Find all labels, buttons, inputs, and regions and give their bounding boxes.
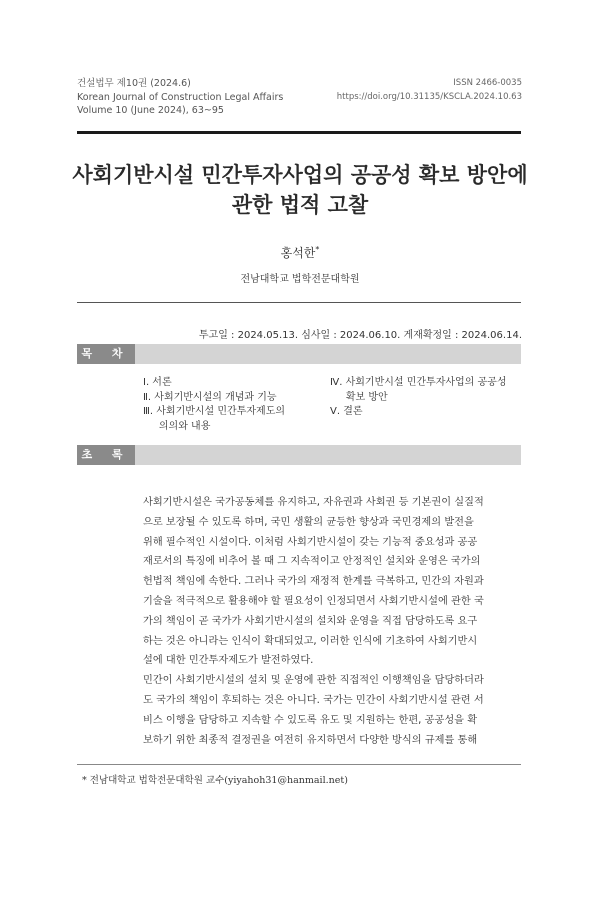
top-rule <box>77 131 521 134</box>
abstract-line: 하는 것은 아니라는 인식이 확대되었고, 이러한 인식에 기초하여 사회기반시 <box>143 635 478 647</box>
toc-item: 의의와 내용 <box>143 420 211 432</box>
toc-right-column <box>330 376 525 420</box>
paper-title <box>60 160 540 220</box>
author <box>0 244 600 261</box>
toc-item: Ⅴ. 결론 <box>330 406 363 417</box>
abstract-label: 초 록 <box>77 445 135 465</box>
toc-item: Ⅲ. 사회기반시설 민간투자제도의 <box>143 406 286 417</box>
doi-link[interactable]: https://doi.org/10.31135/KSCLA.2024.10.63 <box>336 91 522 102</box>
abstract-line: 민간이 사회기반시설의 설치 및 운영에 관한 직접적인 이행책임을 담당하더라 <box>143 675 484 687</box>
submission-dates: 투고일 : 2024.05.13. 심사일 : 2024.06.10. 게재확정일 : 2024.06.14. <box>198 330 522 341</box>
journal-info <box>77 77 283 118</box>
affiliation: 전남대학교 법학전문대학원 <box>240 274 360 285</box>
identifier-info <box>337 77 522 104</box>
toc-left-column <box>143 376 328 434</box>
toc-item: 확보 방안 <box>330 391 388 403</box>
title-line-1: 사회기반시설 민간투자사업의 공공성 확보 방안에 <box>72 163 528 187</box>
abstract-line: 사회기반시설은 국가공동체를 유지하고, 자유권과 사회권 등 기본권이 실질적 <box>143 497 484 508</box>
author-footnote-mark: * <box>315 245 320 254</box>
abstract-line: 위해 필수적인 시설이다. 이처럼 사회기반시설이 갖는 기능적 중요성과 공공 <box>143 536 478 548</box>
abstract-line: 도 국가의 책임이 후퇴하는 것은 아니다. 국가는 민간이 사회기반시설 관련 서 <box>143 694 484 706</box>
abstract-section-bar <box>77 445 521 465</box>
abstract-line: 헌법적 책임에 속한다. 그러나 국가의 재정적 한계를 극복하고, 민간의 자원과 <box>143 576 484 588</box>
toc-item: Ⅱ. 사회기반시설의 개념과 기능 <box>143 391 277 403</box>
footnote-rule <box>77 764 521 765</box>
abstract-line: 으로 보장될 수 있도록 하며, 국민 생활의 균등한 향상과 국민경제의 발전을 <box>143 516 474 528</box>
journal-line-2: Korean Journal of Construction Legal Affairs <box>77 91 284 103</box>
author-footnote: * 전남대학교 법학전문대학원 교수(yiyahoh31@hanmail.net) <box>82 775 348 786</box>
toc-item: Ⅰ. 서론 <box>143 377 172 388</box>
abstract-line: 설에 대한 민간투자제도가 발전하였다. <box>143 655 314 667</box>
journal-line-3: Volume 10 (June 2024), 63~95 <box>77 105 224 116</box>
abstract-line: 기술을 적극적으로 활용해야 할 필요성이 인정되면서 사회기반시설에 관한 국 <box>143 595 484 607</box>
toc-label: 목 차 <box>77 344 135 364</box>
abstract-line: 보하기 위한 최종적 결정권을 여전히 유지하면서 다양한 방식의 규제를 통해 <box>143 734 478 746</box>
issn: ISSN 2466-0035 <box>453 78 522 88</box>
abstract-line: 재로서의 특징에 비추어 볼 때 그 지속적이고 안정적인 설치와 운영은 국가의 <box>143 556 481 568</box>
abstract-line: 비스 이행을 담당하고 지속할 수 있도록 유도 및 지원하는 한편, 공공성을 확 <box>143 714 478 726</box>
middle-rule <box>77 302 521 303</box>
author-name: 홍석한 <box>280 246 316 260</box>
abstract-line: 가의 책임이 곧 국가가 사회기반시설의 설치와 운영을 직접 담당하도록 요구 <box>143 615 478 627</box>
toc-section-bar <box>77 344 521 364</box>
journal-line-1: 건설법무 제10권 (2024.6) <box>77 78 191 89</box>
title-line-2: 관한 법적 고찰 <box>231 193 369 217</box>
abstract-body <box>143 493 523 750</box>
toc-item: Ⅳ. 사회기반시설 민간투자사업의 공공성 <box>330 377 507 388</box>
